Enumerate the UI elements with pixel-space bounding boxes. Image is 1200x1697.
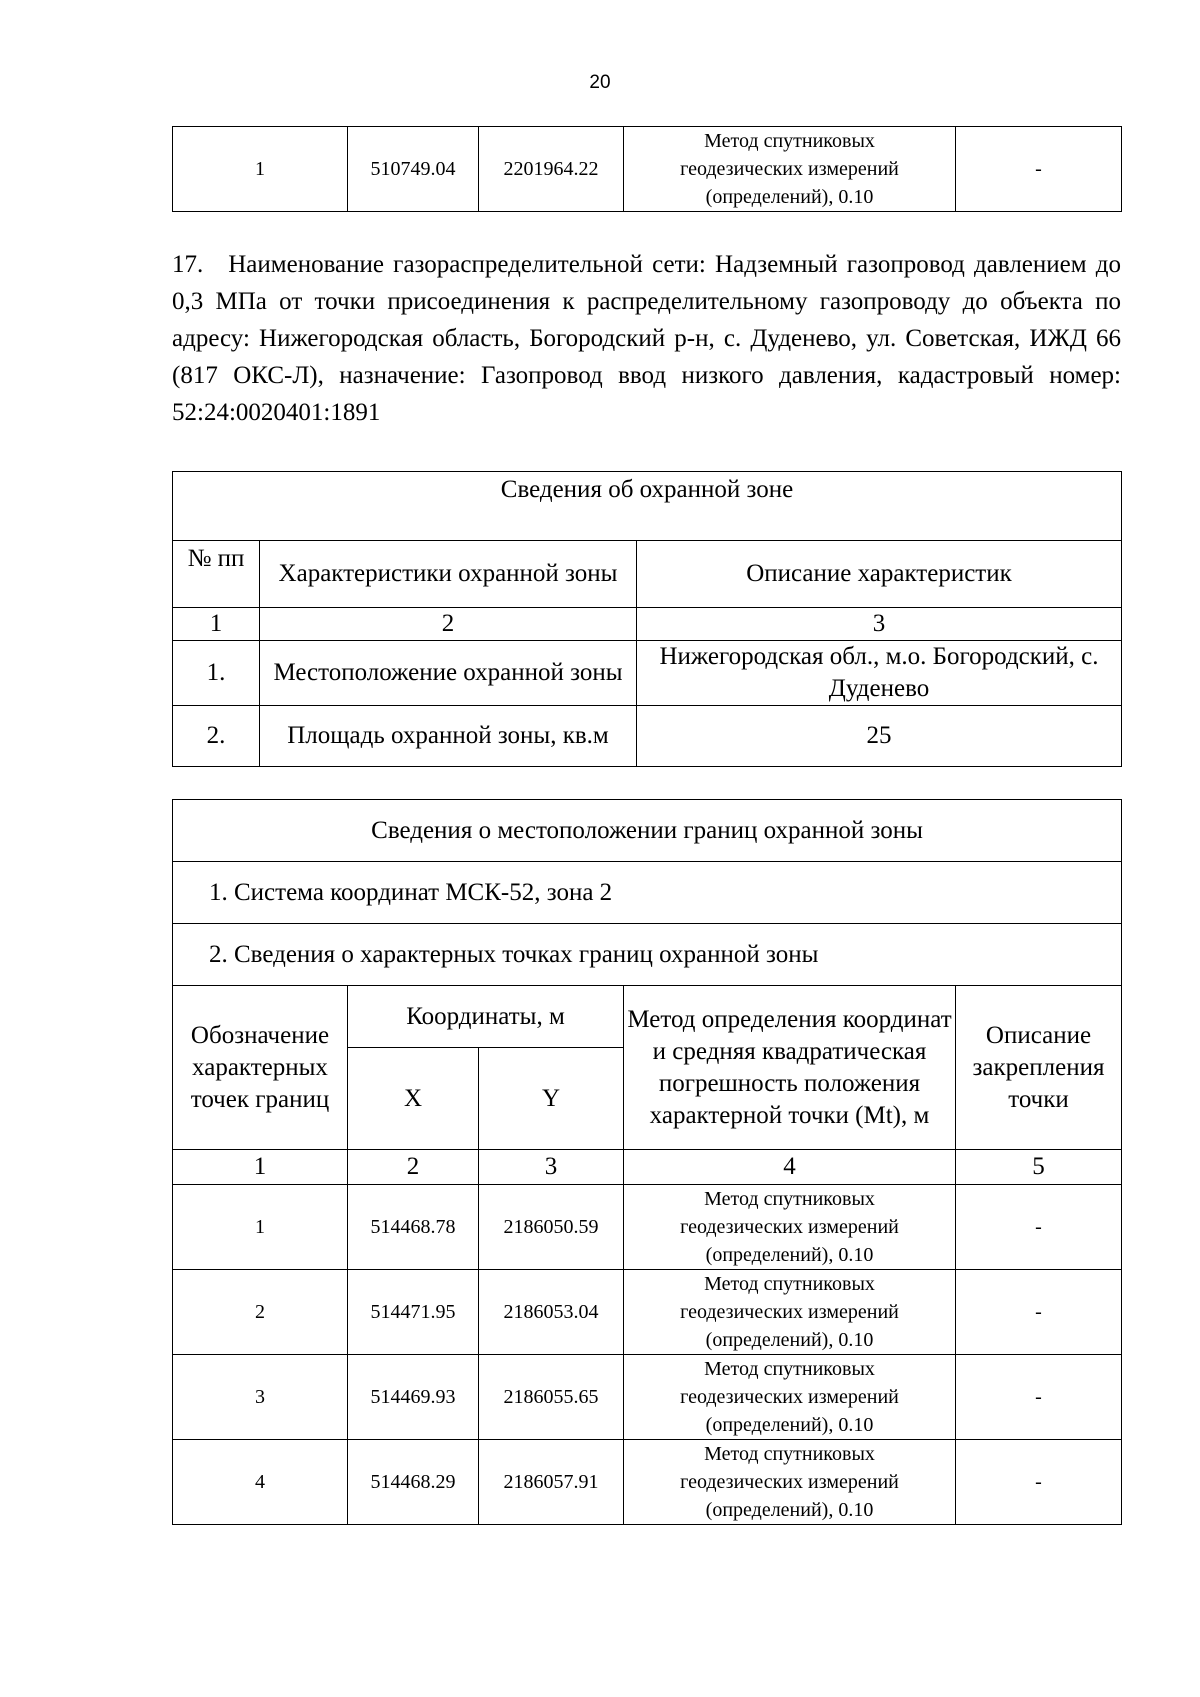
row-value: Нижегородская обл., м.о. Богородский, с. Дуденево <box>637 641 1122 706</box>
point-number: 1 <box>173 127 348 212</box>
table-header-row <box>173 986 1122 1048</box>
header-y: Y <box>479 1048 624 1150</box>
protection-zone-table <box>172 471 1122 767</box>
coordinate-system: 1. Система координат МСК-52, зона 2 <box>173 862 1122 924</box>
column-number: 4 <box>624 1150 956 1185</box>
column-number: 1 <box>173 608 260 641</box>
method-line: Метод спутниковых <box>704 1443 875 1465</box>
column-number: 2 <box>260 608 637 641</box>
point-description: - <box>956 1440 1122 1525</box>
method-cell <box>624 1440 956 1525</box>
points-title: 2. Сведения о характерных точках границ охранной зоны <box>173 924 1122 986</box>
section-paragraph: 17. Наименование газораспределительной сети: Надземный газопровод давлением до 0,3 МПа от точки присоединения к распределительному газопроводу до объекта по адресу: Нижегородская область, Богородский р-н, с. Дуденево, ул. Советская, ИЖД 66 (817 ОКС-Л), назначение: Газопровод ввод низкого давления, кадастровый номер: 52:24:0020401:1891 <box>172 251 1121 426</box>
points-title-row <box>173 924 1122 986</box>
row-number: 1. <box>173 641 260 706</box>
column-number: 5 <box>956 1150 1122 1185</box>
point-number: 1 <box>173 1185 348 1270</box>
coord-y: 2186057.91 <box>479 1440 624 1525</box>
point-description: - <box>956 127 1122 212</box>
coord-x: 514468.29 <box>348 1440 479 1525</box>
point-description: - <box>956 1270 1122 1355</box>
table-row <box>173 706 1122 767</box>
method-line: геодезических измерений <box>680 1216 899 1238</box>
table-header-row <box>173 541 1122 608</box>
column-numbers-row <box>173 1150 1122 1185</box>
method-line: (определений), 0.10 <box>705 1244 874 1266</box>
method-line: геодезических измерений <box>680 158 899 180</box>
coord-x: 514471.95 <box>348 1270 479 1355</box>
point-number: 3 <box>173 1355 348 1440</box>
method-cell <box>624 1355 956 1440</box>
table-row <box>173 641 1122 706</box>
method-line: геодезических измерений <box>680 1471 899 1493</box>
table-title-row <box>173 800 1122 862</box>
coordinate-system-row <box>173 862 1122 924</box>
table-row <box>173 1440 1122 1525</box>
method-line: геодезических измерений <box>680 1301 899 1323</box>
header-characteristics: Характеристики охранной зоны <box>260 541 637 608</box>
header-designation: Обозначение характерных точек границ <box>173 986 348 1150</box>
coord-y: 2186055.65 <box>479 1355 624 1440</box>
method-line: Метод спутниковых <box>704 1273 875 1295</box>
row-number: 2. <box>173 706 260 767</box>
point-description: - <box>956 1355 1122 1440</box>
method-line: Метод спутниковых <box>704 1358 875 1380</box>
column-number: 3 <box>479 1150 624 1185</box>
column-number: 1 <box>173 1150 348 1185</box>
table-row <box>173 127 1122 212</box>
table-row <box>173 1270 1122 1355</box>
header-coordinates: Координаты, м <box>348 986 624 1048</box>
method-line: геодезических измерений <box>680 1386 899 1408</box>
coord-y: 2186050.59 <box>479 1185 624 1270</box>
row-value: 25 <box>637 706 1122 767</box>
method-line: Метод спутниковых <box>704 1188 875 1210</box>
zone-boundaries-table <box>172 799 1122 1525</box>
point-number: 4 <box>173 1440 348 1525</box>
column-number: 3 <box>637 608 1122 641</box>
coord-x: 514468.78 <box>348 1185 479 1270</box>
header-number: № пп <box>173 541 260 608</box>
table-title-row <box>173 472 1122 541</box>
method-cell <box>624 1185 956 1270</box>
method-cell <box>624 127 956 212</box>
table-row <box>173 1355 1122 1440</box>
method-line: (определений), 0.10 <box>705 186 874 208</box>
point-number: 2 <box>173 1270 348 1355</box>
method-line: (определений), 0.10 <box>705 1499 874 1521</box>
coord-x: 514469.93 <box>348 1355 479 1440</box>
method-cell <box>624 1270 956 1355</box>
page-number: 20 <box>589 72 611 93</box>
header-fixing-description: Описание закрепления точки <box>956 986 1122 1150</box>
header-description: Описание характеристик <box>637 541 1122 608</box>
table-row <box>173 1185 1122 1270</box>
point-description: - <box>956 1185 1122 1270</box>
method-line: Метод спутниковых <box>704 130 875 152</box>
method-line: (определений), 0.10 <box>705 1329 874 1351</box>
header-method: Метод определения координат и средняя квадратическая погрешность положения характерной точки (Mt), м <box>624 986 956 1150</box>
row-characteristic: Площадь охранной зоны, кв.м <box>260 706 637 767</box>
method-line: (определений), 0.10 <box>705 1414 874 1436</box>
continued-points-table <box>172 126 1122 212</box>
coord-y: 2201964.22 <box>479 127 624 212</box>
column-number: 2 <box>348 1150 479 1185</box>
table-title: Сведения об охранной зоне <box>173 472 1122 541</box>
header-x: X <box>348 1048 479 1150</box>
coord-x: 510749.04 <box>348 127 479 212</box>
table-title: Сведения о местоположении границ охранной зоны <box>173 800 1122 862</box>
coord-y: 2186053.04 <box>479 1270 624 1355</box>
row-characteristic: Местоположение охранной зоны <box>260 641 637 706</box>
column-numbers-row <box>173 608 1122 641</box>
